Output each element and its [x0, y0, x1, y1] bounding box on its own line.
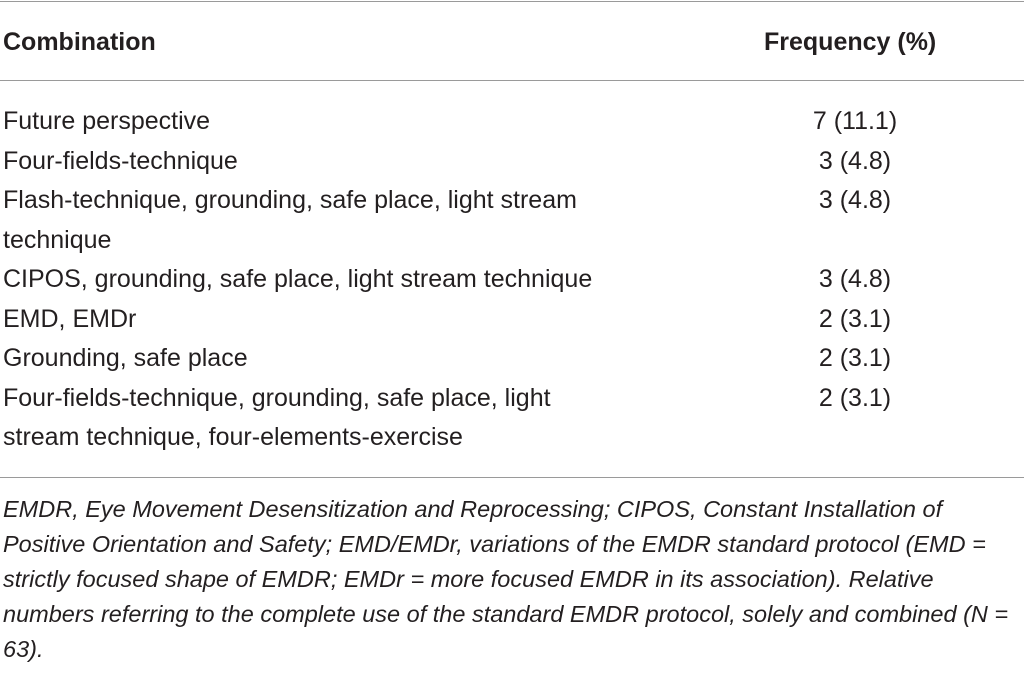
cell-frequency: 7 (11.1): [812, 107, 898, 135]
table-row: [0, 379, 1024, 458]
table-footnote: EMDR, Eye Movement Desensitization and Reprocessing; CIPOS, Constant Installation of Positive Orientation and Safety; EMD/EMDr, variations of the EMDR standard protocol (EMD = strictly focused shape of EMDR; EMDr = more focused EMDR in its association). Relative numbers referring to the complete use of the standard EMDR protocol, solely and combined (N = 63).: [3, 496, 1009, 662]
header-frequency: Frequency (%): [764, 28, 937, 56]
cell-combination: Grounding, safe place: [3, 344, 248, 372]
cell-frequency: 3 (4.8): [818, 265, 892, 293]
header-combination: Combination: [3, 28, 156, 56]
table-row: [0, 102, 1024, 142]
table-row: [0, 300, 1024, 340]
cell-frequency: 2 (3.1): [818, 383, 892, 412]
cell-combination: Four-fields-technique: [3, 146, 238, 175]
cell-frequency: 3 (4.8): [818, 146, 892, 175]
table-row: [0, 339, 1024, 379]
table-body: [0, 102, 1024, 458]
cell-combination: Future perspective: [3, 107, 211, 135]
table-row: [0, 142, 1024, 182]
cell-combination: Four-fields-technique, grounding, safe place, light stream technique, four-elements-exercise: [3, 383, 551, 451]
cell-frequency: 3 (4.8): [818, 186, 892, 214]
table-top-rule: [0, 1, 1024, 2]
table-header-row: [0, 24, 1024, 64]
table-footer-rule: [0, 477, 1024, 478]
table-header-rule: [0, 80, 1024, 81]
cell-combination: CIPOS, grounding, safe place, light stream technique: [3, 265, 593, 293]
table-row: [0, 260, 1024, 300]
cell-frequency: 2 (3.1): [818, 304, 892, 333]
cell-combination: Flash-technique, grounding, safe place, light stream technique: [3, 186, 577, 254]
table-row: [0, 181, 1024, 260]
cell-combination: EMD, EMDr: [3, 304, 137, 333]
cell-frequency: 2 (3.1): [818, 344, 892, 372]
